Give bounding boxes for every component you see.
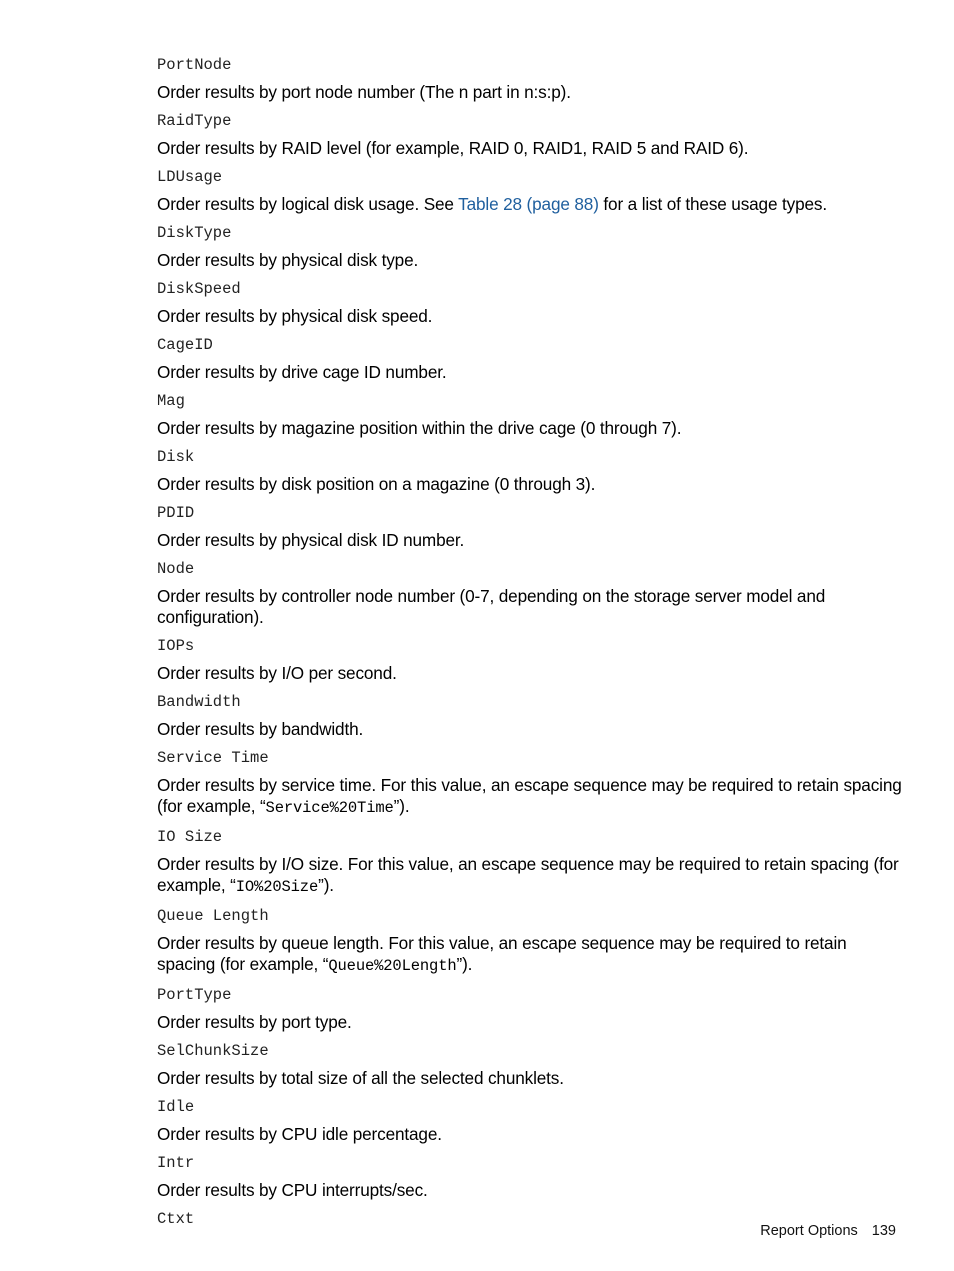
description-text: Order results by drive cage ID number. (157, 362, 447, 382)
description-text: Order results by port type. (157, 1012, 352, 1032)
footer-section-title: Report Options (760, 1223, 858, 1239)
option-entry (157, 391, 902, 439)
option-name: DiskSpeed (157, 280, 241, 298)
description-text: Order results by bandwidth. (157, 719, 364, 739)
option-description (157, 775, 902, 819)
option-name: CageID (157, 336, 213, 354)
option-entry (157, 111, 902, 159)
option-name: DiskType (157, 224, 232, 242)
option-entry (157, 1097, 902, 1145)
option-description (157, 663, 902, 684)
option-entry (157, 985, 902, 1033)
description-text: for a list of these usage types. (598, 194, 827, 214)
option-entry (157, 447, 902, 495)
option-entry (157, 559, 902, 628)
option-entry (157, 335, 902, 383)
option-entry (157, 503, 902, 551)
option-name: Disk (157, 448, 195, 466)
option-entry (157, 1153, 902, 1201)
option-description (157, 586, 902, 628)
option-name: Service Time (157, 749, 269, 767)
option-name: SelChunkSize (157, 1042, 269, 1060)
option-name: Idle (157, 1098, 195, 1116)
option-name: Queue Length (157, 907, 269, 925)
option-description (157, 1180, 902, 1201)
option-name: Ctxt (157, 1210, 195, 1228)
option-description (157, 1012, 902, 1033)
page-footer (760, 1221, 896, 1241)
description-text: Order results by physical disk speed. (157, 306, 433, 326)
option-description (157, 306, 902, 327)
option-entry (157, 906, 902, 977)
option-name: RaidType (157, 112, 232, 130)
description-text: Order results by total size of all the selected chunklets. (157, 1068, 564, 1088)
option-name: PDID (157, 504, 195, 522)
description-text: Order results by physical disk type. (157, 250, 419, 270)
description-text: ”). (393, 796, 410, 816)
description-text: ”). (318, 875, 334, 895)
option-description (157, 418, 902, 439)
option-entry (157, 636, 902, 684)
description-text: Order results by magazine position within the drive cage (0 through 7). (157, 418, 682, 438)
description-text: Order results by physical disk ID number. (157, 530, 465, 550)
option-entry (157, 223, 902, 271)
option-entry (157, 748, 902, 819)
description-text: ”). (456, 954, 473, 974)
escape-sequence-example: IO%20Size (235, 878, 319, 896)
option-name: PortNode (157, 56, 232, 74)
definition-list (157, 55, 902, 1229)
option-description (157, 82, 902, 103)
escape-sequence-example: Service%20Time (265, 799, 394, 817)
option-name: Intr (157, 1154, 195, 1172)
option-name: Node (157, 560, 195, 578)
option-name: IO Size (157, 828, 223, 846)
page-number: 139 (871, 1223, 896, 1239)
option-entry (157, 827, 902, 898)
description-text: Order results by logical disk usage. See (157, 194, 459, 214)
description-text: Order results by service time. For this value, an escape sequence may be required to retain spacing (for example, “ (157, 775, 902, 816)
option-name: IOPs (157, 637, 195, 655)
option-entry (157, 55, 902, 103)
option-description (157, 933, 902, 977)
description-text: Order results by CPU idle percentage. (157, 1124, 442, 1144)
description-text: Order results by I/O size. For this value, an escape sequence may be required to retain spacing (for example, “ (157, 854, 899, 895)
option-description (157, 530, 902, 551)
option-name: PortType (157, 986, 232, 1004)
option-description (157, 1068, 902, 1089)
option-description (157, 719, 902, 740)
option-description (157, 474, 902, 495)
option-description (157, 194, 902, 215)
option-entry (157, 692, 902, 740)
description-text: Order results by port node number (The n part in n:s:p). (157, 82, 571, 102)
option-description (157, 362, 902, 383)
option-description (157, 1124, 902, 1145)
option-description (157, 138, 902, 159)
option-description (157, 854, 902, 898)
option-entry (157, 167, 902, 215)
option-entry (157, 1041, 902, 1089)
description-text: Order results by controller node number (0-7, depending on the storage server model and configuration). (157, 586, 826, 627)
option-name: LDUsage (157, 168, 223, 186)
description-text: Order results by I/O per second. (157, 663, 397, 683)
option-name: Mag (157, 392, 185, 410)
description-text: Order results by queue length. For this value, an escape sequence may be required to retain spacing (for example, “ (157, 933, 847, 974)
escape-sequence-example: Queue%20Length (328, 957, 457, 975)
option-name: Bandwidth (157, 693, 241, 711)
option-description (157, 250, 902, 271)
option-entry (157, 279, 902, 327)
description-text: Order results by disk position on a magazine (0 through 3). (157, 474, 596, 494)
description-text: Order results by CPU interrupts/sec. (157, 1180, 428, 1200)
table-reference-link[interactable]: Table 28 (page 88) (458, 194, 599, 214)
description-text: Order results by RAID level (for example, RAID 0, RAID1, RAID 5 and RAID 6). (157, 138, 749, 158)
